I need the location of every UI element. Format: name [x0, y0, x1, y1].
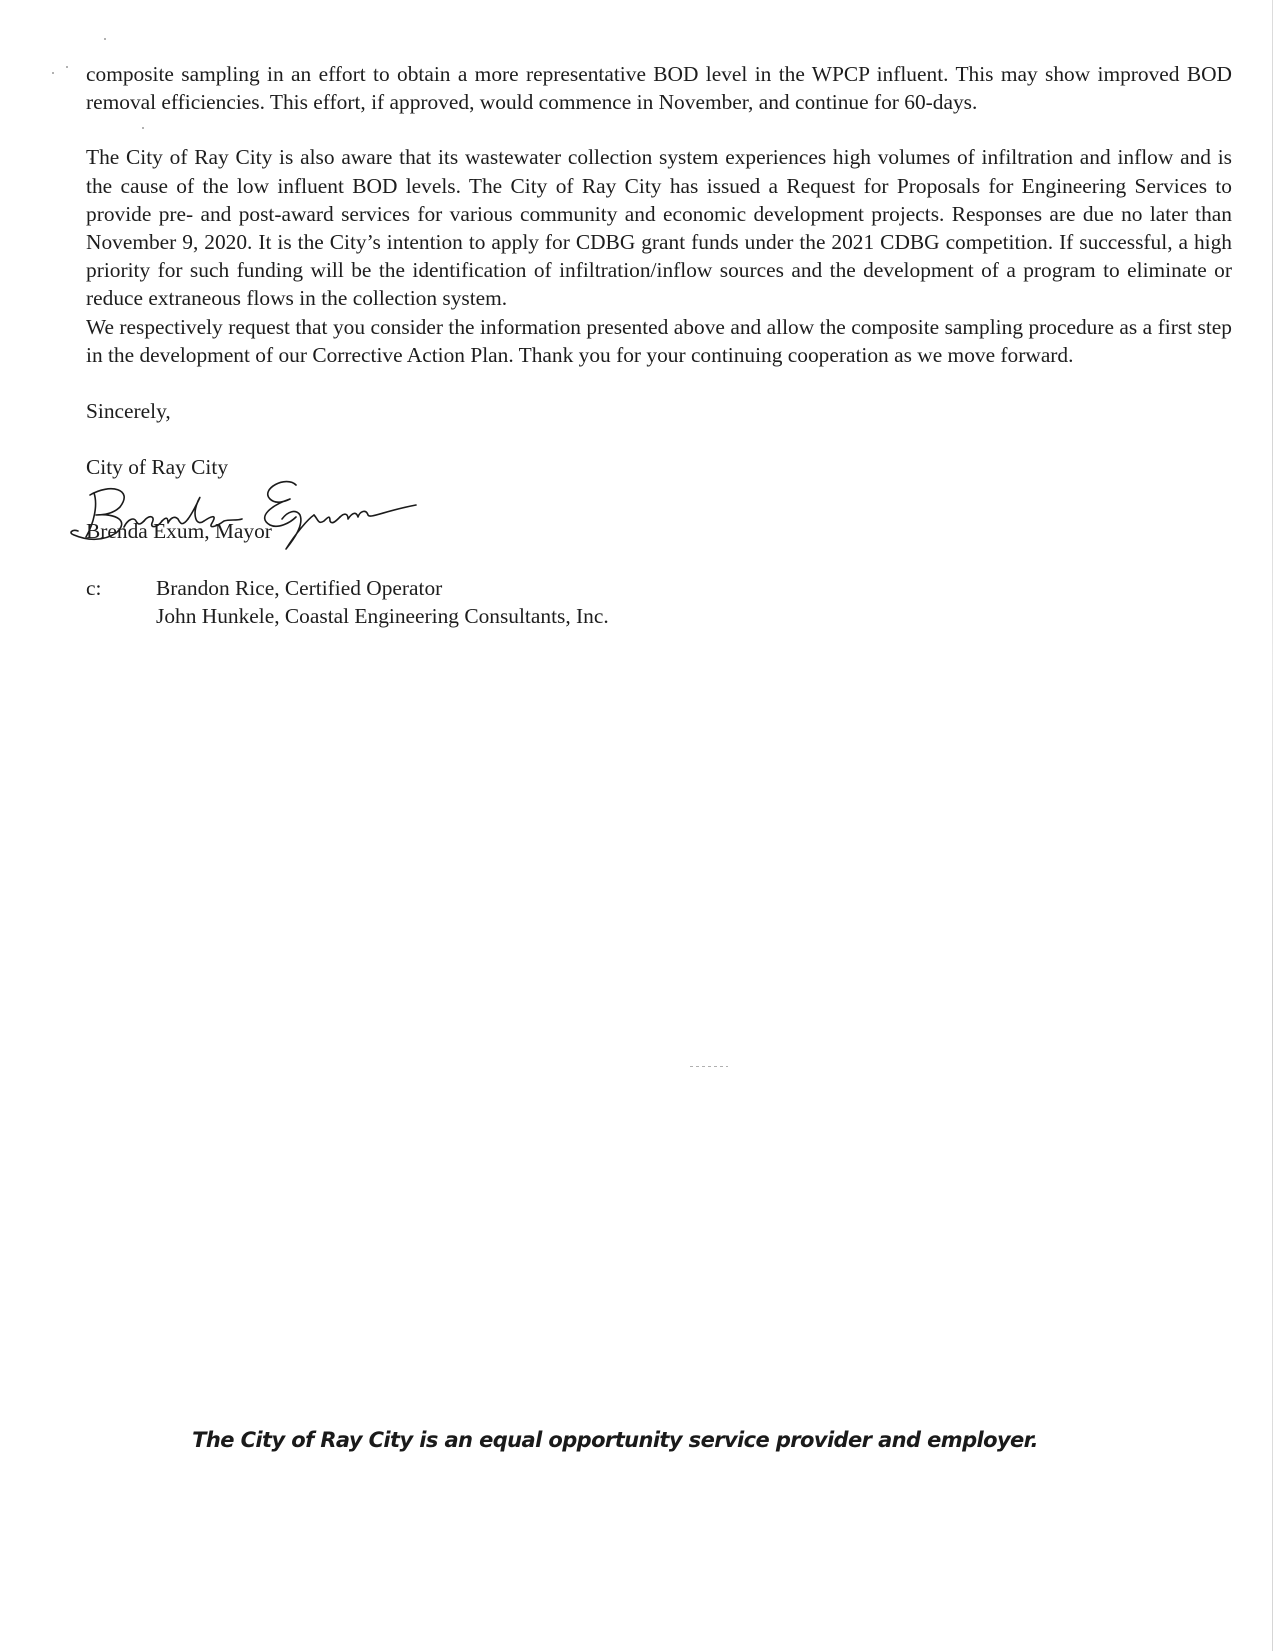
- organization-name: City of Ray City: [86, 455, 229, 480]
- scan-speck: [52, 72, 54, 74]
- cc-recipient-list: [156, 574, 609, 630]
- scan-speck: [66, 66, 68, 68]
- paragraph-continuation: composite sampling in an effort to obtain a more representative BOD level in the WPCP influent. This may show improved BOD removal efficiencies. This effort, if approved, would commence in November, and continue for 60-days.: [86, 62, 1232, 115]
- paragraph-request: We respectively request that you consider the information presented above and allow the composite sampling procedure as a first step in the development of our Corrective Action Plan. Thank you for your continuing cooperation as we move forward.: [86, 314, 1232, 367]
- scan-edge: [1272, 0, 1273, 1651]
- closing-salutation: Sincerely,: [86, 399, 171, 424]
- footer-statement: The City of Ray City is an equal opportunity service provider and employer.: [192, 1428, 1038, 1452]
- letter-body: [86, 60, 1232, 630]
- scan-speck: [104, 38, 106, 40]
- signer-name-title: Brenda Exum, Mayor: [86, 519, 272, 544]
- handwritten-signature: [64, 475, 424, 555]
- cc-recipient: Brandon Rice, Certified Operator: [156, 575, 443, 600]
- scan-mark: [690, 1066, 728, 1067]
- carbon-copy-block: [86, 574, 1232, 630]
- cc-label: c:: [86, 575, 102, 600]
- paragraph-infiltration: The City of Ray City is also aware that its wastewater collection system experiences high volumes of infiltration and inflow and is the cause of the low influent BOD levels. The City of Ray City has issued a Request for Proposals for Engineering Services to provide pre- and post-award services for various community and economic development projects. Responses are due no later than November 9, 2020. It is the City’s intention to apply for CDBG grant funds under the 2021 CDBG competition. If successful, a high priority for such funding will be the identification of infiltration/inflow sources and the development of a program to eliminate or reduce extraneous flows in the collection system.: [86, 145, 1232, 311]
- signature-area: [86, 481, 1232, 541]
- cc-recipient: John Hunkele, Coastal Engineering Consultants, Inc.: [156, 603, 609, 628]
